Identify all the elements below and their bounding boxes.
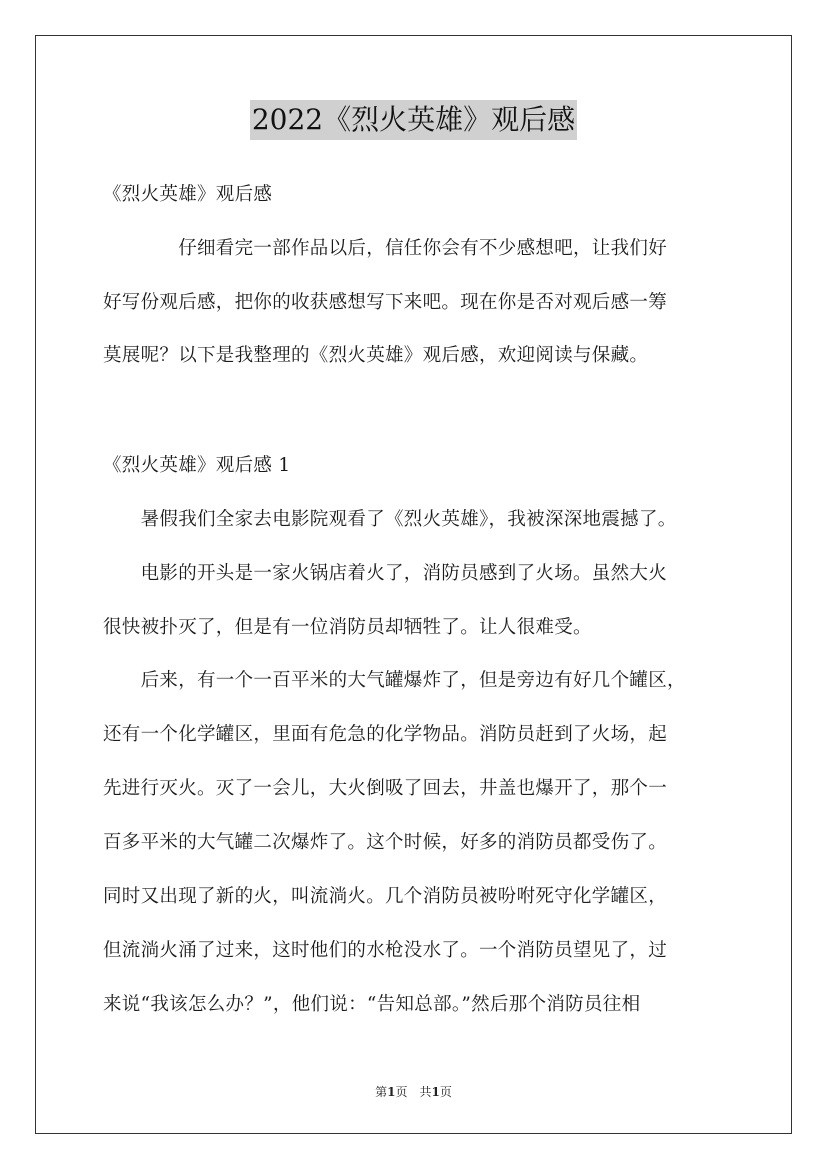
page-prefix: 第: [375, 1085, 388, 1099]
body-line: 但流淌火涌了过来，这时他们的水枪没水了。一个消防员望见了，过: [103, 940, 668, 961]
page-current: 1: [387, 1085, 396, 1099]
section-heading: 《烈火英雄》观后感 1: [103, 455, 291, 476]
body-line: 电影的开头是一家火锅店着火了，消防员感到了火场。虽然大火: [103, 563, 668, 584]
page-number-footer: [0, 1084, 827, 1100]
body-line: 后来，有一个一百平米的大气罐爆炸了，但是旁边有好几个罐区，: [103, 670, 686, 691]
body-line: 暑假我们全家去电影院观看了《烈火英雄》，我被深深地震撼了。: [103, 509, 677, 530]
body-line: 来说“我该怎么办？”，他们说：“告知总部。”然后那个消防员往相: [103, 994, 641, 1015]
body-line: 很快被扑灭了，但是有一位消防员却牺牲了。让人很难受。: [103, 617, 592, 638]
document-title: 2022《烈火英雄》观后感: [250, 100, 577, 140]
intro-line: 仔细看完一部作品以后，信任你会有不少感想吧，让我们好: [103, 238, 668, 259]
page-suffix: 页: [439, 1085, 452, 1099]
intro-line: 好写份观后感，把你的收获感想写下来吧。现在你是否对观后感一筹: [103, 292, 668, 313]
body-line: 百多平米的大气罐二次爆炸了。这个时候，好多的消防员都受伤了。: [103, 832, 668, 853]
body-line: 同时又出现了新的火，叫流淌火。几个消防员被吩咐死守化学罐区，: [103, 886, 668, 907]
document-subtitle: 《烈火英雄》观后感: [103, 184, 273, 205]
body-line: 还有一个化学罐区，里面有危急的化学物品。消防员赶到了火场，起: [103, 724, 668, 745]
page-mid: 页 共: [395, 1085, 432, 1099]
page-total: 1: [431, 1085, 440, 1099]
body-line: 先进行灭火。灭了一会儿，大火倒吸了回去，井盖也爆开了，那个一: [103, 778, 668, 799]
intro-line: 莫展呢？以下是我整理的《烈火英雄》观后感，欢迎阅读与保藏。: [103, 345, 649, 366]
